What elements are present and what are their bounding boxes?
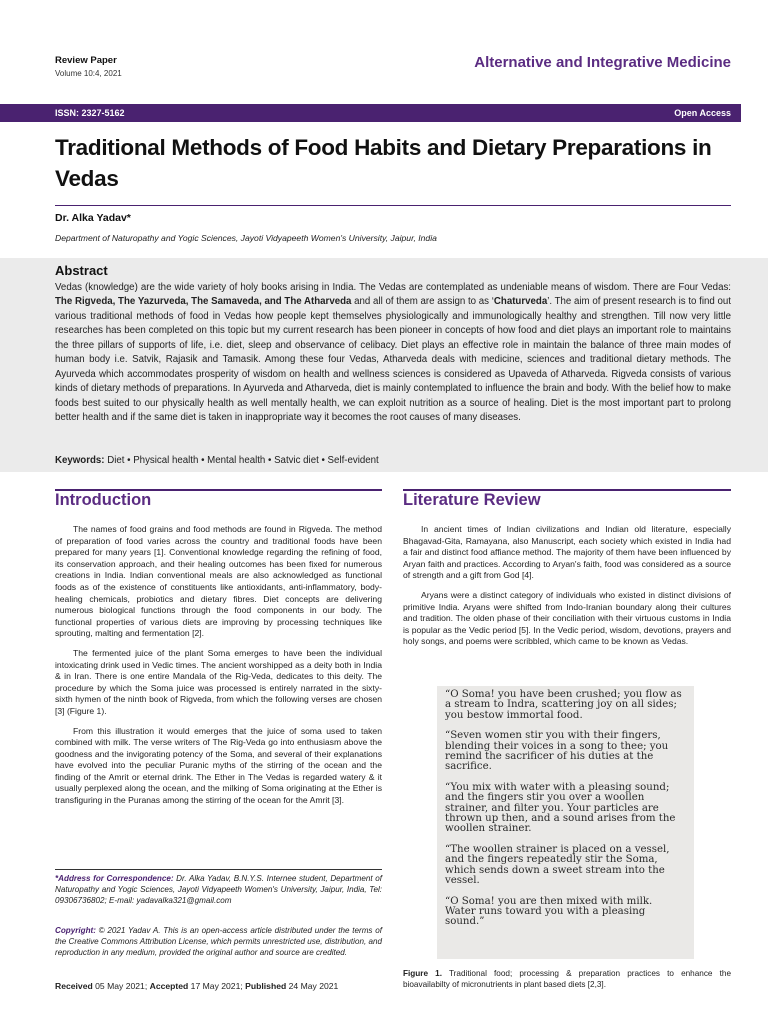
article-title: Traditional Methods of Food Habits and Dietary Preparations in Vedas xyxy=(55,135,712,191)
abstract-text: Vedas (knowledge) are the wide variety of holy books arising in India. The Vedas are contemplated as undeniable means of wisdom. There are Four Vedas: The Rigveda, The Yazurveda, The Samaveda, and The Atharveda and all of them are assign to as ‘Chaturveda’. The aim of present research is to find out various traditional methods of food in Vedas how people kept themselves physiologically and immunologically healthy and strengthen. Till now very little researches has been completed on this topic but my current research has been pioneer in concepts of how food and diet plays an important role to maintains the three pillars of supports of life, i.e. diet, sleep and observance of celibacy. Diet plays an effective role in maintain the balance of three main modes of human body i.e. Satvik, Rajasik and Tamasik. Among these four Vedas, Atharveda deals with medicine, sciences and traditional dietary methods. The Ayurveda which accommodates prosperity of wisdom on health and wellness sciences is considered as Upaveda of Atharveda. Rigveda consists of various kinds of dietary methods of preparations. In Ayurveda and Atharveda, diet is mainly contemplated to influence the brain and body. With the belief how to make foods best suited to our physically health as well mentally health, we can exploit nutrition as a source of healing. Diet is the most important part to prolong better health and if the same diet is taken in inappropriate way it becomes the root causes of many diseases. xyxy=(55,282,731,424)
author-name: Dr. Alka Yadav* xyxy=(55,212,131,224)
correspondence-note: *Address for Correspondence: Dr. Alka Yadav, B.N.Y.S. Internee student, Department of Naturopathy and Yogic Sciences, Jayoti Vidyapeeth Women's University, Jaipur, India, Tel: 09306736802; E-mail: yadavalka321@gmail.com xyxy=(55,874,382,906)
journal-name: Alternative and Integrative Medicine xyxy=(474,54,731,71)
literature-review-body xyxy=(403,524,731,656)
header-left xyxy=(55,55,122,78)
paper-type: Review Paper xyxy=(55,55,117,66)
issn: ISSN: 2327-5162 xyxy=(55,108,125,118)
correspondence-label: *Address for Correspondence: xyxy=(55,874,174,883)
footnote-divider xyxy=(55,869,382,870)
verse: “You mix with water with a pleasing sound; and the fingers stir you over a woollen strainer, and filter you. Your particles are thrown up then, and a sound arises from the woollen strainer. xyxy=(445,781,676,835)
copyright-note: Copyright: © 2021 Yadav A. This is an open-access article distributed under the terms of the Creative Commons Attribution License, which permits unrestricted use, distribution, and reproduction in any medium, provided the original author and source are credited. xyxy=(55,926,382,958)
title-divider xyxy=(55,205,731,206)
volume-info: Volume 10:4, 2021 xyxy=(55,69,122,78)
keywords-label: Keywords: xyxy=(55,455,105,466)
author-affiliation: Department of Naturopathy and Yogic Sciences, Jayoti Vidyapeeth Women's University, Jaipur, India xyxy=(55,233,437,243)
paragraph: The names of food grains and food methods are found in Rigveda. The method of preparation of food varies across the country and traditional foods have been prepared for many years [1]. Conventional knowledge regarding the refining of food, its conservation approach, and their healing outcomes has been fixed for numerous creations in India. Indian conventional meals are also acknowledged as functional foods as of the existence of constituents like antioxidants, anti-inflammatory, body- healing chemicals, probiotics and dietary fibres. Diet concepts are delivering numerous biological functions through the food components in our body. The functional properties of various diets are improving by processing techniques like sprouting, malting and fermentation [2]. xyxy=(55,524,382,639)
figure-label: Figure 1. xyxy=(403,969,442,978)
introduction-heading: Introduction xyxy=(55,491,152,509)
figure-caption: Figure 1. Traditional food; processing & preparation practices to enhance the bioavailabilty of micronutrients in plant based diets [2,3]. xyxy=(403,969,731,989)
vedas-list: The Rigveda, The Yazurveda, The Samaveda, and The Atharveda xyxy=(55,296,352,308)
literature-review-heading: Literature Review xyxy=(403,491,541,509)
paragraph: From this illustration it would emerges that the juice of soma used to taken combined with milk. The verse writers of The Rig-Veda go into enthusiasm above the goodness and the invigorating potency of the Soma, and several of their explanations have evolved into the peculiar Puranic myths of the stirring of the ocean and the finding of the Amrit or eternal drink. The Ether in The Vedas is regarded watery & it usually perplexed along the ocean, and the milking of Soma originating at the Ether is transfiguring in the Puranas among the stirring of the ocean for the Amrit [3]. xyxy=(55,725,382,806)
keywords xyxy=(55,455,379,466)
verse: “The woollen strainer is placed on a vessel, and the fingers repeatedly stir the Soma, which sends down a sweet stream into the vessel. xyxy=(445,843,670,887)
verse: “O Soma! you are then mixed with milk. Water runs toward you with a pleasing sound.” xyxy=(445,895,653,928)
issn-bar xyxy=(0,104,741,122)
introduction-body xyxy=(55,524,382,815)
open-access-label: Open Access xyxy=(674,108,731,118)
verse: “O Soma! you have been crushed; you flow as a stream to Indra, scattering joy on all sides; you bestow immortal food. xyxy=(445,689,682,721)
publication-dates: Received 05 May 2021; Accepted 17 May 2021; Published 24 May 2021 xyxy=(55,981,339,991)
keywords-list: Diet • Physical health • Mental health • Satvic diet • Self-evident xyxy=(104,455,379,466)
verse: “Seven women stir you with their fingers, blending their voices in a song to thee; you remind the sacrificer of his duties at the sacrifice. xyxy=(445,730,669,773)
paragraph: The fermented juice of the plant Soma emerges to have been the individual intoxicating drink used in Vedic times. The ancient worshipped as a deity both in India & in Iran. There is one entire Mandala of the Rig-Veda, dedicates to this deity. The procedure by which the Soma juice was processed is entirely narrated in the sixty-sixth hymen of the ninth book of Rigveda, from which the following verses are chosen [3] (Figure 1). xyxy=(55,647,382,716)
copyright-label: Copyright: xyxy=(55,926,96,935)
paragraph: In ancient times of Indian civilizations and Indian old literature, especially Bhagavad-Gita, Ramayana, also Manuscript, each society which existed in India had a fair and distinct food affiance method. The majority of them have been influenced by Aryan faith and practices. According to Aryan's faith, food was considered as a source of strength and a gift from God [4]. xyxy=(403,524,731,581)
paragraph: Aryans were a distinct category of individuals who existed in distinct divisions of primitive India. Aryans were shifted from Indo-Iranian boundary along their cultures and tradition. The olden phase of their conciliation with their virtuous customs in India is popular as the Vedic period [5]. In the Vedic period, wisdom, devotions, prayers and holy songs, and poems were scribbled, which came to be known as Vedas. xyxy=(403,589,731,647)
figure-1-verses xyxy=(437,686,694,959)
abstract-heading: Abstract xyxy=(55,263,108,278)
chaturveda-term: Chaturveda xyxy=(493,296,548,308)
